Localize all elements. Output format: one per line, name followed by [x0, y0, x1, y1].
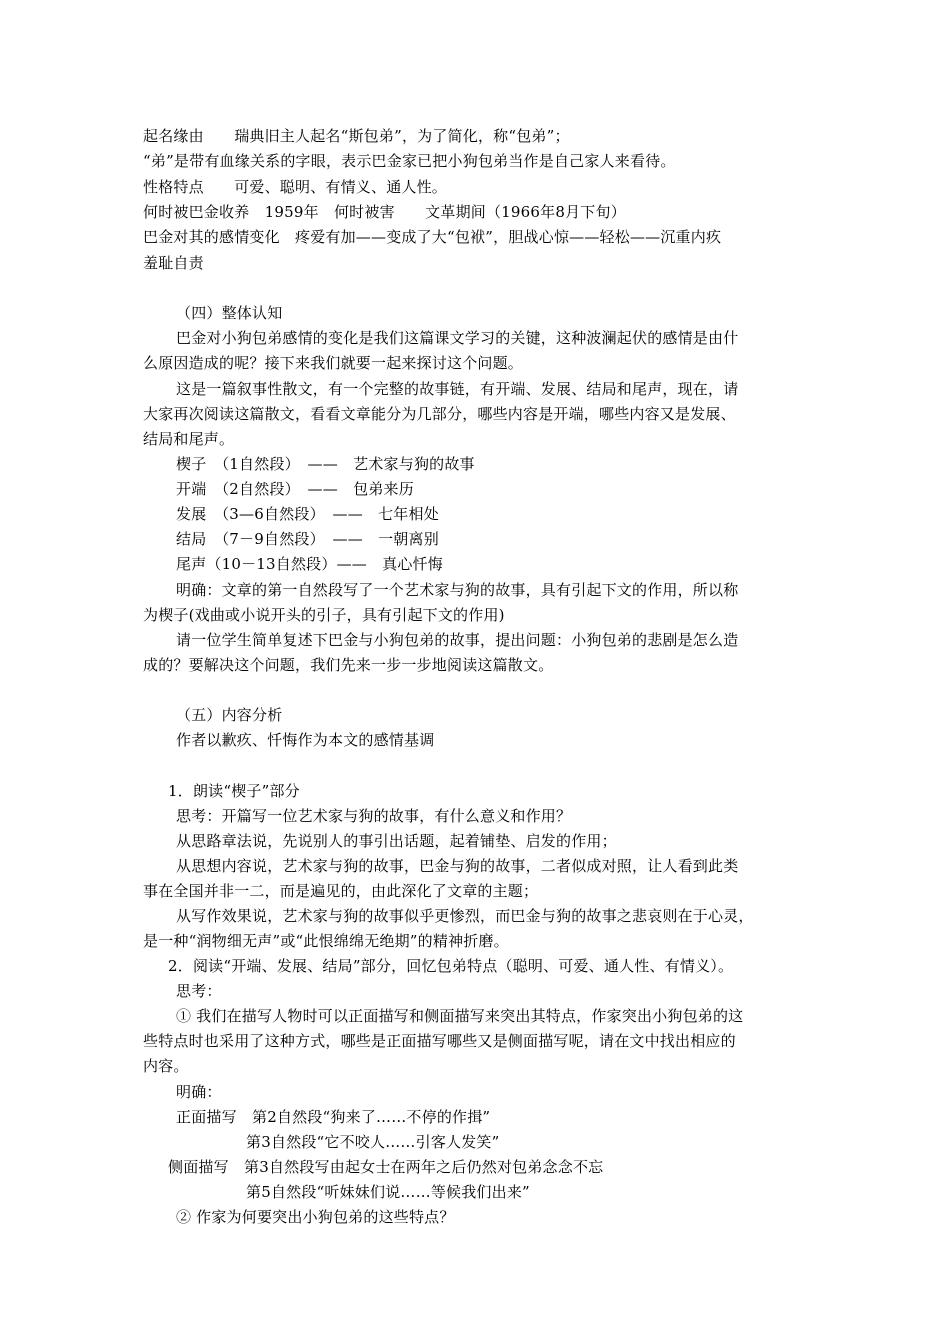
structure-line: 开端 （2自然段） —— 包弟来历	[176, 480, 414, 498]
text-line: 明确：	[176, 1083, 222, 1101]
section-heading: （四）整体认知	[176, 304, 283, 322]
description-line: 第5自然段“听妹妹们说……等候我们出来”	[246, 1183, 530, 1201]
text-line: 些特点时也采用了这种方式，哪些是正面描写哪些又是侧面描写呢，请在文中找出相应的	[143, 1032, 736, 1050]
text-line: 为楔子(戏曲或小说开头的引子，具有引起下文的作用)	[143, 606, 505, 624]
text-line: 大家再次阅读这篇散文，看看文章能分为几部分，哪些内容是开端，哪些内容又是发展、	[143, 405, 736, 423]
text-line: 思考：开篇写一位艺术家与狗的故事，有什么意义和作用？	[176, 807, 572, 825]
text-line: 从思想内容说，艺术家与狗的故事，巴金与狗的故事，二者似成对照，让人看到此类	[176, 857, 739, 875]
text-line: 结局和尾声。	[143, 430, 235, 448]
structure-line: 结局 （7－9自然段） —— 一朝离别	[176, 530, 439, 548]
text-line: 么原因造成的呢？接下来我们就要一起来探讨这个问题。	[143, 354, 524, 372]
text-line: 巴金对小狗包弟感情的变化是我们这篇课文学习的关键，这种波澜起伏的感情是由什	[176, 329, 739, 347]
text-line: “弟”是带有血缘关系的字眼，表示巴金家已把小狗包弟当作是自己家人来看待。	[143, 152, 676, 170]
text-line: 起名缘由 瑞典旧主人起名“斯包弟”，为了简化，称“包弟”；	[143, 127, 570, 145]
structure-line: 楔子 （1自然段） —— 艺术家与狗的故事	[176, 455, 475, 473]
text-line: 1．朗读“楔子”部分	[168, 782, 300, 800]
text-line: 2．阅读“开端、发展、结局”部分，回忆包弟特点（聪明、可爱、通人性、有情义）。	[168, 957, 734, 975]
text-line: 是一种“润物细无声”或“此恨绵绵无绝期”的精神折磨。	[143, 932, 509, 950]
section-heading: （五）内容分析	[176, 706, 283, 724]
text-line: 思考：	[176, 982, 222, 1000]
text-line: 明确：文章的第一自然段写了一个艺术家与狗的故事，具有引起下文的作用，所以称	[176, 581, 739, 599]
description-line: 第3自然段“它不咬人……引客人发笑”	[246, 1133, 500, 1151]
structure-line: 发展 （3—6自然段） —— 七年相处	[176, 505, 439, 523]
text-line: 这是一篇叙事性散文，有一个完整的故事链，有开端、发展、结局和尾声，现在，请	[176, 380, 739, 398]
structure-line: 尾声（10－13自然段）—— 真心忏悔	[176, 555, 443, 573]
text-line: 从思路章法说，先说别人的事引出话题，起着铺垫、启发的作用；	[176, 832, 617, 850]
text-line: 性格特点 可爱、聪明、有情义、通人性。	[143, 178, 448, 196]
description-line: 正面描写 第2自然段“狗来了……不停的作揖”	[176, 1108, 491, 1126]
text-line: 羞耻自责	[143, 254, 204, 272]
text-line: 巴金对其的感情变化 疼爱有加——变成了大“包袱”，胆战心惊——轻松——沉重内疚	[143, 228, 722, 246]
text-line: 何时被巴金收养 1959年 何时被害 文革期间（1966年8月下旬）	[143, 203, 626, 221]
description-line: 侧面描写 第3自然段写由起女士在两年之后仍然对包弟念念不忘	[168, 1158, 604, 1176]
text-line: 内容。	[143, 1057, 189, 1075]
text-line: 作者以歉疚、忏悔作为本文的感情基调	[176, 731, 435, 749]
text-line: ① 我们在描写人物时可以正面描写和侧面描写来突出其特点，作家突出小狗包弟的这	[176, 1007, 744, 1025]
text-line: ② 作家为何要突出小狗包弟的这些特点？	[176, 1208, 455, 1226]
text-line: 从写作效果说，艺术家与狗的故事似乎更惨烈，而巴金与狗的故事之悲哀则在于心灵，	[176, 907, 754, 925]
text-line: 请一位学生简单复述下巴金与小狗包弟的故事，提出问题：小狗包弟的悲剧是怎么造	[176, 631, 739, 649]
text-line: 成的？要解决这个问题，我们先来一步一步地阅读这篇散文。	[143, 656, 554, 674]
text-line: 事在全国并非一二，而是遍见的，由此深化了文章的主题；	[143, 882, 539, 900]
